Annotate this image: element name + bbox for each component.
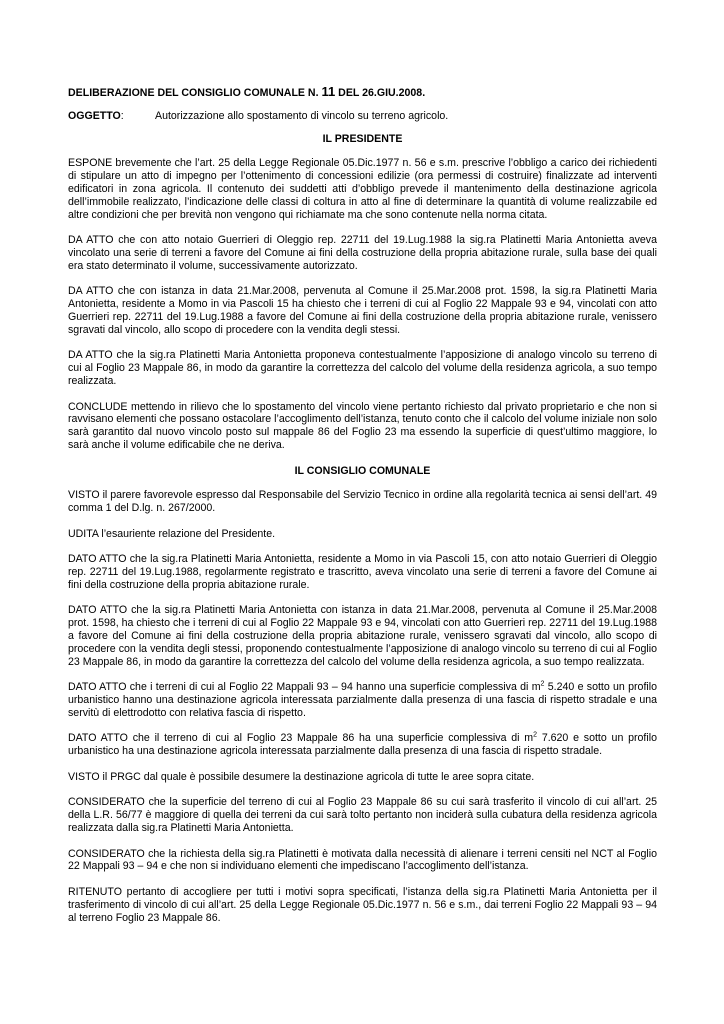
council-paragraph: VISTO il parere favorevole espresso dal Responsabile del Servizio Tecnico in ordine alla regolarità tecnica ai sensi dell’art. 49 comma 1 del D.lg. n. 267/2000. bbox=[68, 489, 657, 515]
area-text-start: DATO ATTO che il terreno di cui al Foglio 23 Mappale 86 ha una superficie complessiva di m bbox=[68, 732, 534, 745]
deliberation-heading bbox=[68, 86, 657, 100]
subject-row bbox=[68, 110, 657, 123]
council-paragraph-mappali-93-94 bbox=[68, 681, 657, 719]
subject-text: Autorizzazione allo spostamento di vincolo su terreno agricolo. bbox=[155, 109, 449, 122]
area-text-end: 7.620 e sotto un profilo urbanistico ha una destinazione agricola interessata parzialmente dalla presenza di una fascia di rispetto stradale. bbox=[68, 732, 657, 758]
president-paragraph: DA ATTO che con istanza in data 21.Mar.2008, pervenuta al Comune il 25.Mar.2008 prot. 1598, la sig.ra Platinetti Maria Antonietta, residente a Momo in via Pascoli 15 ha chiesto che i terreni di cui al Foglio 22 Mappale 93 e 94, vincolati con atto Guerrieri rep. 22711 del 19.Lug.1988 a favore del Comune ai fini della costruzione della propria abitazione rurale, venissero sgravati dal vincolo, allo scopo di procedere con la vendita degli stessi. bbox=[68, 285, 657, 336]
president-paragraph: ESPONE brevemente che l’art. 25 della Legge Regionale 05.Dic.1977 n. 56 e s.m. prescrive l’obbligo a carico dei richiedenti di stipulare un atto di impegno per l’ottenimento di concessioni edilizie (ora permessi di costruire) finalizzate ad interventi edificatori in zona agricola. Il contenuto dei suddetti atti d’obbligo prevede il mantenimento della destinazione agricola dell’immobile realizzato, l’indicazione delle classi di coltura in atto al fine di determinare la quantità di volume realizzabile ed altre condizioni che per brevità non vengono qui richiamate ma che sono contenute nella norma citata. bbox=[68, 157, 657, 221]
president-paragraph: CONCLUDE mettendo in rilievo che lo spostamento del vincolo viene pertanto richiesto dal privato proprietario e che non si ravvisano elementi che possano ostacolare l’accoglimento dell’istanza, tenuto conto che il calcolo del volume iniziale non solo sarà garantito dal nuovo vincolo posto sul mappale 86 del Foglio 23 ma essendo la superficie di quest’ultimo maggiore, lo sarà anche il volume edificabile che ne deriva. bbox=[68, 400, 657, 451]
square-superscript: 2 bbox=[533, 731, 538, 739]
subject-colon: : bbox=[120, 109, 124, 122]
section-title-council: IL CONSIGLIO COMUNALE bbox=[294, 464, 431, 477]
subject-label: OGGETTO bbox=[68, 109, 121, 122]
square-superscript: 2 bbox=[540, 680, 545, 688]
council-paragraph: CONSIDERATO che la richiesta della sig.ra Platinetti è motivata dalla necessità di alienare i terreni censiti nel NCT al Foglio 22 Mappali 93 – 94 e che non si individuano elementi che impediscano l’accoglimento dell’istanza. bbox=[68, 847, 657, 873]
section-title-president: IL PRESIDENTE bbox=[322, 132, 403, 145]
heading-suffix: DEL 26.GIU.2008. bbox=[335, 87, 426, 99]
area-text-end: 5.240 e sotto un profilo urbanistico hanno una destinazione agricola interessata parzialmente dalla presenza di una fascia di rispetto stradale e una servitù di elettrodotto con relativa fascia di rispetto. bbox=[68, 681, 657, 719]
council-paragraph: DATO ATTO che la sig.ra Platinetti Maria Antonietta, residente a Momo in via Pascoli 15, con atto notaio Guerrieri di Oleggio rep. 22711 del 19.Lug.1988, regolarmente registrato e trascritto, aveva vincolato una serie di terreni a favore del Comune ai fini della costruzione della propria abitazione rurale. bbox=[68, 553, 657, 591]
area-text-start: DATO ATTO che i terreni di cui al Foglio 22 Mappali 93 – 94 hanno una superficie complessiva di m bbox=[68, 681, 541, 694]
president-paragraph: DA ATTO che con atto notaio Guerrieri di Oleggio rep. 22711 del 19.Lug.1988 la sig.ra Platinetti Maria Antonietta aveva vincolato una serie di terreni a favore del Comune ai fini della costruzione della propria abitazione rurale, sulla base dei quali era stato determinato il volume, successivamente autorizzato. bbox=[68, 234, 657, 272]
council-paragraph: VISTO il PRGC dal quale è possibile desumere la destinazione agricola di tutte le aree sopra citate. bbox=[68, 770, 535, 783]
council-paragraph: CONSIDERATO che la superficie del terreno di cui al Foglio 23 Mappale 86 su cui sarà trasferito il vincolo di cui all’art. 25 della L.R. 56/77 è maggiore di quella dei terreni da cui sarà tolto pertanto non inciderà sulla cubatura della residenza agricola realizzata dalla sig.ra Platinetti Maria Antonietta. bbox=[68, 796, 657, 835]
council-paragraph: RITENUTO pertanto di accogliere per tutti i motivi sopra specificati, l’istanza della sig.ra Platinetti Maria Antonietta per il trasferimento di vincolo di cui all’art. 25 della Legge Regionale 05.Dic.1977 n. 56 e s.m., dai terreni Foglio 22 Mappali 93 – 94 al terreno Foglio 23 Mappale 86. bbox=[68, 886, 657, 924]
council-paragraph: DATO ATTO che la sig.ra Platinetti Maria Antonietta con istanza in data 21.Mar.2008, pervenuta al Comune il 25.Mar.2008 prot. 1598, ha chiesto che i terreni di cui al Foglio 22 Mappale 93 e 94, vincolati con atto Guerrieri rep. 22711 del 19.Lug.1988 a favore del Comune ai fini della costruzione della propria abitazione rurale, venissero sgravati dal vincolo, allo scopo di procedere con la vendita degli stessi, proponendo contestualmente l’apposizione di analogo vincolo su terreno di cui al Foglio 23 Mappale 86, in modo da garantire la correttezza del calcolo del volume della residenza agricola, a suo tempo realizzata. bbox=[68, 604, 657, 668]
subject-label-wrap bbox=[68, 110, 155, 123]
heading-prefix: DELIBERAZIONE DEL CONSIGLIO COMUNALE N. bbox=[68, 87, 322, 99]
council-paragraph-mappale-86 bbox=[68, 732, 657, 758]
president-paragraph: DA ATTO che la sig.ra Platinetti Maria Antonietta proponeva contestualmente l’apposizione di analogo vincolo su terreno di cui al Foglio 23 Mappale 86, in modo da garantire la correttezza del calcolo del volume della residenza agricola, a suo tempo realizzata. bbox=[68, 349, 657, 387]
council-paragraph: UDITA l’esauriente relazione del Presidente. bbox=[68, 527, 276, 540]
deliberation-number: 11 bbox=[321, 84, 336, 99]
